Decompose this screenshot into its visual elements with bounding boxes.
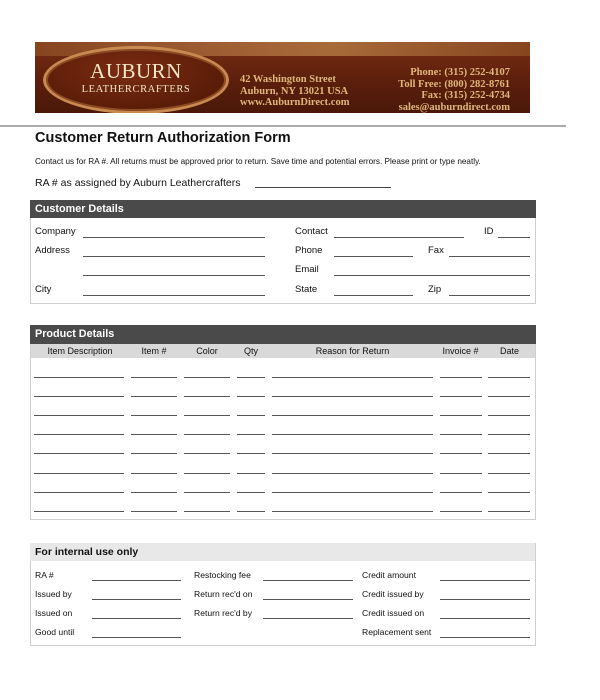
product-row-3-reason-field[interactable]: [272, 415, 433, 416]
brand-subtitle: LEATHERCRAFTERS: [81, 84, 191, 95]
zip-field[interactable]: [449, 295, 530, 296]
product-row-1-reason-field[interactable]: [272, 377, 433, 378]
city-label: City: [35, 284, 52, 295]
product-row-3-item-number-field[interactable]: [131, 415, 177, 416]
id-field[interactable]: [498, 237, 530, 238]
product-row-5-qty-field[interactable]: [237, 453, 265, 454]
product-row-7-color-field[interactable]: [184, 492, 230, 493]
address-block: [240, 74, 349, 109]
fax-label: Fax: [428, 245, 444, 256]
state-label: State: [295, 284, 318, 295]
product-row-1-invoice-field[interactable]: [440, 377, 482, 378]
restocking-fee-label: Restocking fee: [194, 570, 251, 580]
product-row-2-qty-field[interactable]: [237, 396, 265, 397]
product-row-1-date-field[interactable]: [488, 377, 530, 378]
product-row-8-invoice-field[interactable]: [440, 511, 482, 512]
col-item-description: Item Description: [47, 346, 113, 356]
credit-issued-on-field[interactable]: [440, 618, 530, 619]
product-row-1-item-description-field[interactable]: [34, 377, 124, 378]
contact-tollfree: Toll Free: (800) 282-8761: [398, 78, 510, 90]
product-row-8-item-number-field[interactable]: [131, 511, 177, 512]
product-row-6-item-description-field[interactable]: [34, 473, 124, 474]
credit-amount-label: Credit amount: [362, 570, 416, 580]
product-row-5-item-description-field[interactable]: [34, 453, 124, 454]
product-row-7-invoice-field[interactable]: [440, 492, 482, 493]
address-field-2[interactable]: [83, 275, 265, 276]
product-row-6-color-field[interactable]: [184, 473, 230, 474]
product-row-4-date-field[interactable]: [488, 434, 530, 435]
product-row-3-item-description-field[interactable]: [34, 415, 124, 416]
ra-number-field[interactable]: [255, 187, 391, 188]
product-row-5-date-field[interactable]: [488, 453, 530, 454]
return-recd-by-field[interactable]: [263, 618, 353, 619]
product-row-4-qty-field[interactable]: [237, 434, 265, 435]
phone-field[interactable]: [334, 256, 413, 257]
contact-label: Contact: [295, 226, 328, 237]
address-street: 42 Washington Street: [240, 74, 336, 85]
product-row-7-item-description-field[interactable]: [34, 492, 124, 493]
product-row-7-date-field[interactable]: [488, 492, 530, 493]
contact-field[interactable]: [334, 237, 464, 238]
product-row-4-item-description-field[interactable]: [34, 434, 124, 435]
good-until-field[interactable]: [92, 637, 181, 638]
credit-issued-by-field[interactable]: [440, 599, 530, 600]
page-title: Customer Return Authorization Form: [35, 130, 291, 146]
ra-label: RA # as assigned by Auburn Leathercrafters: [35, 177, 241, 189]
city-field[interactable]: [83, 295, 265, 296]
header-banner: [35, 42, 530, 113]
product-row-1-qty-field[interactable]: [237, 377, 265, 378]
product-row-2-date-field[interactable]: [488, 396, 530, 397]
product-row-7-reason-field[interactable]: [272, 492, 433, 493]
return-recd-on-field[interactable]: [263, 599, 353, 600]
product-row-8-reason-field[interactable]: [272, 511, 433, 512]
internal-ra-field[interactable]: [92, 580, 181, 581]
product-row-2-color-field[interactable]: [184, 396, 230, 397]
col-invoice: Invoice #: [442, 346, 479, 356]
credit-issued-on-label: Credit issued on: [362, 608, 425, 618]
internal-ra-label: RA #: [35, 570, 54, 580]
product-row-6-invoice-field[interactable]: [440, 473, 482, 474]
product-row-7-qty-field[interactable]: [237, 492, 265, 493]
address-field-1[interactable]: [83, 256, 265, 257]
credit-amount-field[interactable]: [440, 580, 530, 581]
product-row-3-invoice-field[interactable]: [440, 415, 482, 416]
issued-by-label: Issued by: [35, 589, 72, 599]
product-row-6-qty-field[interactable]: [237, 473, 265, 474]
product-row-6-item-number-field[interactable]: [131, 473, 177, 474]
zip-label: Zip: [428, 284, 442, 295]
product-row-8-color-field[interactable]: [184, 511, 230, 512]
title-divider: [0, 125, 566, 127]
id-label: ID: [484, 226, 494, 237]
product-row-4-color-field[interactable]: [184, 434, 230, 435]
product-row-4-invoice-field[interactable]: [440, 434, 482, 435]
product-row-2-reason-field[interactable]: [272, 396, 433, 397]
address-city: Auburn, NY 13021 USA: [240, 85, 349, 97]
contact-email: sales@auburndirect.com: [398, 101, 510, 113]
product-row-3-qty-field[interactable]: [237, 415, 265, 416]
product-row-5-reason-field[interactable]: [272, 453, 433, 454]
address-label: Address: [35, 245, 70, 256]
replacement-sent-label: Replacement sent: [362, 627, 432, 637]
product-row-7-item-number-field[interactable]: [131, 492, 177, 493]
email-field[interactable]: [334, 275, 530, 276]
product-row-2-item-description-field[interactable]: [34, 396, 124, 397]
contact-fax: Fax: (315) 252-4734: [421, 90, 510, 102]
product-row-5-invoice-field[interactable]: [440, 453, 482, 454]
product-row-2-item-number-field[interactable]: [131, 396, 177, 397]
issued-on-label: Issued on: [35, 608, 73, 618]
product-details-header: Product Details: [30, 325, 536, 344]
state-field[interactable]: [334, 295, 413, 296]
product-row-4-item-number-field[interactable]: [131, 434, 177, 435]
product-row-6-date-field[interactable]: [488, 473, 530, 474]
credit-issued-by-label: Credit issued by: [362, 589, 424, 599]
col-qty: Qty: [243, 346, 258, 356]
contact-phone: Phone: (315) 252-4107: [410, 67, 510, 78]
intro-text: Contact us for RA #. All returns must be approved prior to return. Save time and potential errors. Please print or type neatly.: [35, 157, 481, 166]
product-row-1-item-number-field[interactable]: [131, 377, 177, 378]
company-label: Company: [35, 226, 76, 237]
col-color: Color: [196, 346, 218, 356]
brand-name: AUBURN: [90, 59, 182, 83]
product-row-4-reason-field[interactable]: [272, 434, 433, 435]
company-field[interactable]: [83, 237, 265, 238]
product-row-8-qty-field[interactable]: [237, 511, 265, 512]
restocking-fee-field[interactable]: [263, 580, 353, 581]
product-row-5-item-number-field[interactable]: [131, 453, 177, 454]
phone-label: Phone: [295, 245, 323, 256]
product-row-2-invoice-field[interactable]: [440, 396, 482, 397]
product-row-8-item-description-field[interactable]: [34, 511, 124, 512]
brand-logo: [43, 46, 229, 113]
contact-block: [398, 67, 510, 113]
fax-field[interactable]: [449, 256, 530, 257]
product-row-8-date-field[interactable]: [488, 511, 530, 512]
email-label: Email: [295, 264, 319, 275]
col-reason: Reason for Return: [315, 346, 390, 356]
product-row-3-date-field[interactable]: [488, 415, 530, 416]
col-date: Date: [499, 346, 519, 356]
product-row-5-color-field[interactable]: [184, 453, 230, 454]
issued-by-field[interactable]: [92, 599, 181, 600]
customer-details-header: Customer Details: [30, 200, 536, 218]
product-row-6-reason-field[interactable]: [272, 473, 433, 474]
return-recd-by-label: Return rec'd by: [194, 608, 253, 618]
product-row-1-color-field[interactable]: [184, 377, 230, 378]
internal-use-header: For internal use only: [30, 543, 535, 561]
issued-on-field[interactable]: [92, 618, 181, 619]
replacement-sent-field[interactable]: [440, 637, 530, 638]
col-item-number: Item #: [141, 346, 167, 356]
product-row-3-color-field[interactable]: [184, 415, 230, 416]
address-website: www.AuburnDirect.com: [240, 97, 350, 109]
return-recd-on-label: Return rec'd on: [194, 589, 253, 599]
good-until-label: Good until: [35, 627, 75, 637]
